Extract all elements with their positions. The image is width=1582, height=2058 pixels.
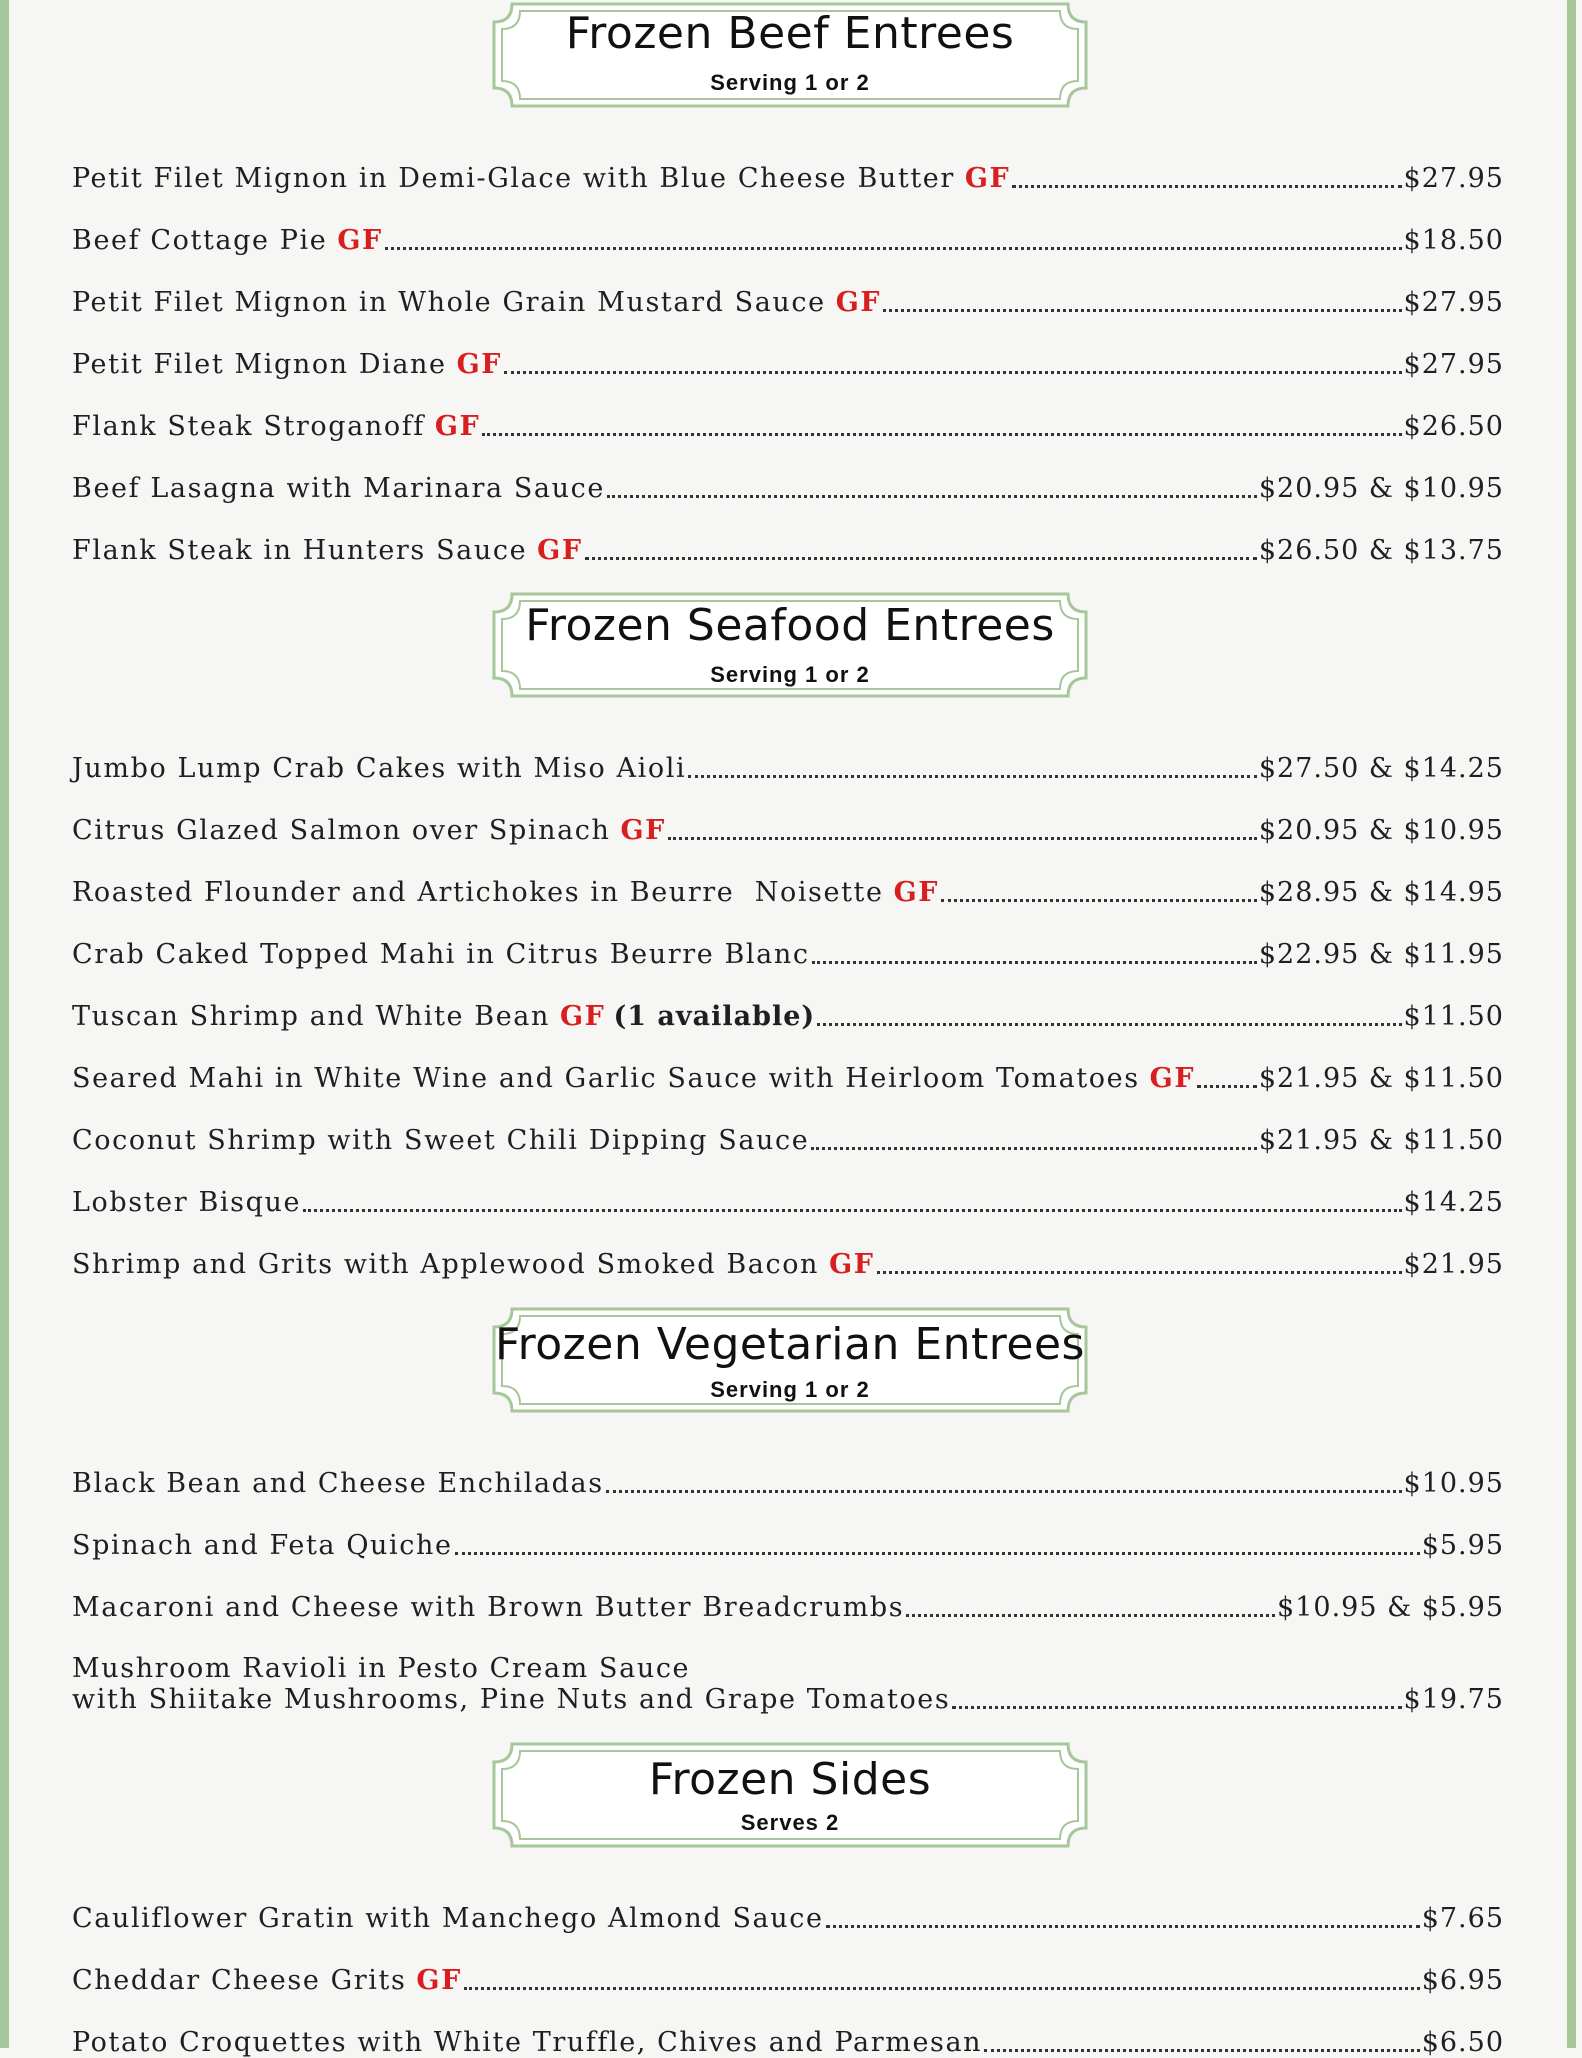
dot-leader: [606, 1489, 1402, 1493]
menu-item: [72, 1499, 1504, 1561]
menu-item: [72, 970, 1504, 1032]
item-price: $28.95 & $14.95: [1258, 876, 1504, 908]
menu-item: [72, 1156, 1504, 1218]
item-name: Beef Lasagna with Marinara Sauce: [72, 472, 605, 504]
gf-label: GF: [964, 162, 1011, 194]
menu-item: [72, 1218, 1504, 1280]
item-name: Crab Caked Topped Mahi in Citrus Beurre Blanc: [72, 938, 810, 970]
menu-item: [72, 846, 1504, 908]
menu-item: [72, 442, 1504, 504]
item-price: $11.50: [1403, 1000, 1504, 1032]
item-name: Beef Cottage Pie: [72, 224, 328, 256]
item-name: Petit Filet Mignon in Demi-Glace with Blue Cheese Butter: [72, 162, 955, 194]
menu-item: [72, 908, 1504, 970]
gf-label: GF: [1149, 1062, 1196, 1094]
item-price: $14.25: [1403, 1186, 1504, 1218]
section-subtitle: Serves 2: [740, 1810, 840, 1835]
item-name: Potato Croquettes with White Truffle, Chives and Parmesan: [72, 2026, 983, 2058]
item-price: $18.50: [1403, 224, 1504, 256]
menu-item: [72, 256, 1504, 318]
item-price: $10.95: [1403, 1467, 1504, 1499]
dot-leader: [826, 1924, 1420, 1928]
menu-item: [72, 504, 1504, 566]
beef-section-header: [490, 0, 1090, 110]
item-price: $21.95 & $11.50: [1258, 1062, 1504, 1094]
item-name: Tuscan Shrimp and White Bean: [72, 1000, 550, 1032]
gf-label: GF: [835, 286, 882, 318]
dot-leader: [482, 432, 1401, 436]
item-name: [72, 1653, 950, 1715]
gf-label: GF: [337, 224, 383, 256]
menu-item: [72, 194, 1504, 256]
item-price: $21.95 & $11.50: [1258, 1124, 1504, 1156]
gf-label: GF: [434, 410, 481, 442]
item-name: Flank Steak Stroganoff: [72, 410, 425, 442]
item-price: $19.75: [1403, 1683, 1504, 1715]
dot-leader: [1012, 184, 1401, 188]
item-price: $7.65: [1421, 1902, 1504, 1934]
availability-note: (1 available): [613, 1000, 816, 1032]
dot-leader: [952, 1705, 1401, 1709]
gf-label: GF: [829, 1248, 875, 1280]
menu-item: [72, 784, 1504, 846]
item-name: Lobster Bisque: [72, 1186, 302, 1218]
item-name-line1: Mushroom Ravioli in Pesto Cream Sauce: [72, 1652, 691, 1684]
item-name-line2: with Shiitake Mushrooms, Pine Nuts and Grape Tomatoes: [72, 1683, 951, 1715]
dot-leader: [668, 836, 1257, 840]
menu-item: [72, 318, 1504, 380]
dot-leader: [385, 246, 1402, 250]
dot-leader: [303, 1208, 1401, 1212]
gf-label: GF: [456, 348, 503, 380]
item-price: $10.95 & $5.95: [1277, 1591, 1504, 1623]
vegetarian-section-header: [490, 1305, 1090, 1415]
section-subtitle: Serving 1 or 2: [710, 662, 870, 687]
item-name: Petit Filet Mignon in Whole Grain Mustard Sauce: [72, 286, 826, 318]
item-price: $27.95: [1403, 348, 1504, 380]
item-name: Black Bean and Cheese Enchiladas: [72, 1467, 604, 1499]
menu-item: [72, 1561, 1504, 1623]
item-price: $27.50 & $14.25: [1258, 752, 1504, 784]
item-price: $27.95: [1403, 286, 1504, 318]
item-name: Coconut Shrimp with Sweet Chili Dipping Sauce: [72, 1124, 810, 1156]
section-title: Frozen Sides: [648, 1754, 932, 1805]
item-name: Macaroni and Cheese with Brown Butter Breadcrumbs: [72, 1591, 905, 1623]
dot-leader: [607, 494, 1257, 498]
section-title: Frozen Vegetarian Entrees: [495, 1319, 1085, 1370]
dot-leader: [688, 774, 1257, 778]
item-price: $26.50 & $13.75: [1258, 534, 1504, 566]
gf-label: GF: [537, 534, 583, 566]
right-border-stripe: [1567, 0, 1576, 2048]
item-name: Cheddar Cheese Grits: [72, 1964, 407, 1996]
menu-item: [72, 1094, 1504, 1156]
section-subtitle: Serving 1 or 2: [710, 1377, 870, 1402]
dot-leader: [817, 1022, 1401, 1026]
item-name: Jumbo Lump Crab Cakes with Miso Aioli: [72, 752, 687, 784]
item-price: $5.95: [1421, 1529, 1504, 1561]
dot-leader: [811, 1146, 1257, 1150]
item-price: $20.95 & $10.95: [1258, 472, 1504, 504]
dot-leader: [906, 1613, 1275, 1617]
seafood-menu-list: [72, 722, 1504, 1280]
section-subtitle: Serving 1 or 2: [710, 70, 870, 95]
menu-item: [72, 1872, 1504, 1934]
seafood-section-header: [490, 590, 1090, 700]
item-name: Seared Mahi in White Wine and Garlic Sauce with Heirloom Tomatoes: [72, 1062, 1140, 1094]
gf-label: GF: [893, 876, 940, 908]
gf-label: GF: [620, 814, 666, 846]
dot-leader: [504, 370, 1401, 374]
item-price: $20.95 & $10.95: [1258, 814, 1504, 846]
section-title: Frozen Seafood Entrees: [525, 600, 1055, 651]
item-name: Roasted Flounder and Artichokes in Beurre Noisette: [72, 876, 884, 908]
dot-leader: [585, 556, 1257, 560]
menu-item: [72, 132, 1504, 194]
item-price: $22.95 & $11.95: [1258, 938, 1504, 970]
menu-item: [72, 722, 1504, 784]
item-name: Shrimp and Grits with Applewood Smoked Bacon: [72, 1248, 820, 1280]
menu-item: [72, 380, 1504, 442]
dot-leader: [984, 2048, 1420, 2052]
item-price: $26.50: [1403, 410, 1504, 442]
section-title: Frozen Beef Entrees: [565, 8, 1015, 59]
menu-item: [72, 1032, 1504, 1094]
item-price: $6.50: [1421, 2026, 1504, 2058]
gf-label: GF: [560, 1000, 606, 1032]
item-name: Spinach and Feta Quiche: [72, 1529, 453, 1561]
item-name: Cauliflower Gratin with Manchego Almond Sauce: [72, 1902, 824, 1934]
left-border-stripe: [0, 0, 9, 2048]
dot-leader: [941, 898, 1257, 902]
vegetarian-menu-list: [72, 1437, 1504, 1715]
item-price: $6.95: [1421, 1964, 1504, 1996]
beef-menu-list: [72, 132, 1504, 566]
dot-leader: [1197, 1084, 1257, 1088]
sides-menu-list: [72, 1872, 1504, 2058]
dot-leader: [883, 308, 1401, 312]
menu-item: [72, 1934, 1504, 1996]
sides-section-header: [490, 1740, 1090, 1850]
item-price: $27.95: [1403, 162, 1504, 194]
dot-leader: [464, 1986, 1420, 1990]
gf-label: GF: [416, 1964, 462, 1996]
dot-leader: [812, 960, 1257, 964]
item-name: Flank Steak in Hunters Sauce: [72, 534, 528, 566]
item-price: $21.95: [1403, 1248, 1504, 1280]
dot-leader: [455, 1551, 1420, 1555]
item-name: Petit Filet Mignon Diane: [72, 348, 447, 380]
dot-leader: [877, 1270, 1402, 1274]
menu-item: [72, 1623, 1504, 1715]
menu-item: [72, 1437, 1504, 1499]
menu-item: [72, 1996, 1504, 2058]
item-name: Citrus Glazed Salmon over Spinach: [72, 814, 611, 846]
